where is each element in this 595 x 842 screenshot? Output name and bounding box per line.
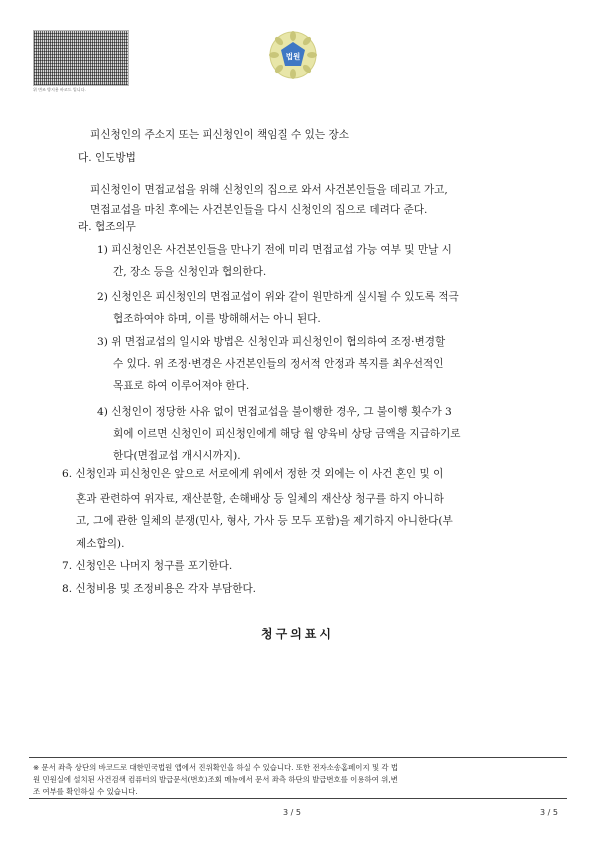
item-6-cont: 제소합의). xyxy=(76,538,125,550)
clause-1-cont: 간, 장소 등을 신청인과 협의한다. xyxy=(113,266,267,278)
clause-3: 3) 위 면접교섭의 일시와 방법은 신청인과 피신청인이 협의하여 조정·변경할 xyxy=(97,336,446,348)
page-number: 3 / 5 xyxy=(283,808,301,817)
clause-3-cont: 목표로 하여 이루어져야 한다. xyxy=(113,380,250,392)
emblem-label: 법원 xyxy=(285,52,301,61)
item-6-cont: 혼과 관련하여 위자료, 재산분할, 손해배상 등 일체의 재산상 청구를 하지 아니하 xyxy=(76,493,444,505)
court-emblem-icon xyxy=(268,30,318,80)
clause-2: 2) 신청인은 피신청인의 면접교섭이 위와 같이 원만하게 실시될 수 있도록 적극 xyxy=(97,291,459,303)
clause-2-cont: 협조하여야 하며, 이를 방해해서는 아니 된다. xyxy=(113,313,321,325)
verification-barcode xyxy=(33,30,129,86)
clause-4: 4) 신청인이 정당한 사유 없이 면접교섭을 불이행한 경우, 그 불이행 횟수가 3 xyxy=(97,406,452,418)
item-8: 8. 신청비용 및 조정비용은 각자 부담한다. xyxy=(62,583,257,595)
item-6: 6. 신청인과 피신청인은 앞으로 서로에게 위에서 정한 것 외에는 이 사건 혼인 및 이 xyxy=(62,468,444,480)
section-title: 청구의표시 xyxy=(261,627,334,641)
body-line: 피신청인이 면접교섭을 위해 신청인의 집으로 와서 사건본인들을 데리고 가고, xyxy=(90,184,448,196)
section-heading-da: 다. 인도방법 xyxy=(78,152,136,164)
body-line: 면접교섭을 마친 후에는 사건본인들을 다시 신청인의 집으로 데려다 준다. xyxy=(90,204,428,216)
section-heading-ra: 라. 협조의무 xyxy=(78,221,136,233)
body-line: 피신청인의 주소지 또는 피신청인이 책임질 수 있는 장소 xyxy=(90,129,349,141)
clause-1: 1) 피신청인은 사건본인들을 만나기 전에 미리 면접교섭 가능 여부 및 만날 시 xyxy=(97,244,452,256)
barcode-caption: 위 변조 방지용 바코드 입니다. xyxy=(33,87,86,92)
item-6-cont: 고, 그에 관한 일체의 분쟁(민사, 형사, 가사 등 모두 포함)을 제기하지 아니한다(부 xyxy=(76,515,453,527)
notice-line: 원 민원실에 설치된 사건검색 컴퓨터의 발급문서(번호)조회 메뉴에서 문서 좌측 하단의 발급번호를 이용하여 위,변 xyxy=(33,775,398,784)
clause-4-cont: 회에 이르면 신청인이 피신청인에게 해당 월 양육비 상당 금액을 지급하기로 xyxy=(113,428,461,440)
clause-4-cont: 한다(면접교섭 개시시까지). xyxy=(113,450,241,462)
notice-line: 조 여부를 확인하실 수 있습니다. xyxy=(33,787,138,796)
notice-line: ※ 문서 좌측 상단의 바코드로 대한민국법원 앱에서 진위확인을 하실 수 있습니다. 또한 전자소송홈페이지 및 각 법 xyxy=(33,763,399,772)
clause-3-cont: 수 있다. 위 조정·변경은 사건본인들의 정서적 안정과 복지를 최우선적인 xyxy=(113,358,444,370)
page-number-right: 3 / 5 xyxy=(540,808,558,817)
item-7: 7. 신청인은 나머지 청구를 포기한다. xyxy=(62,560,233,572)
